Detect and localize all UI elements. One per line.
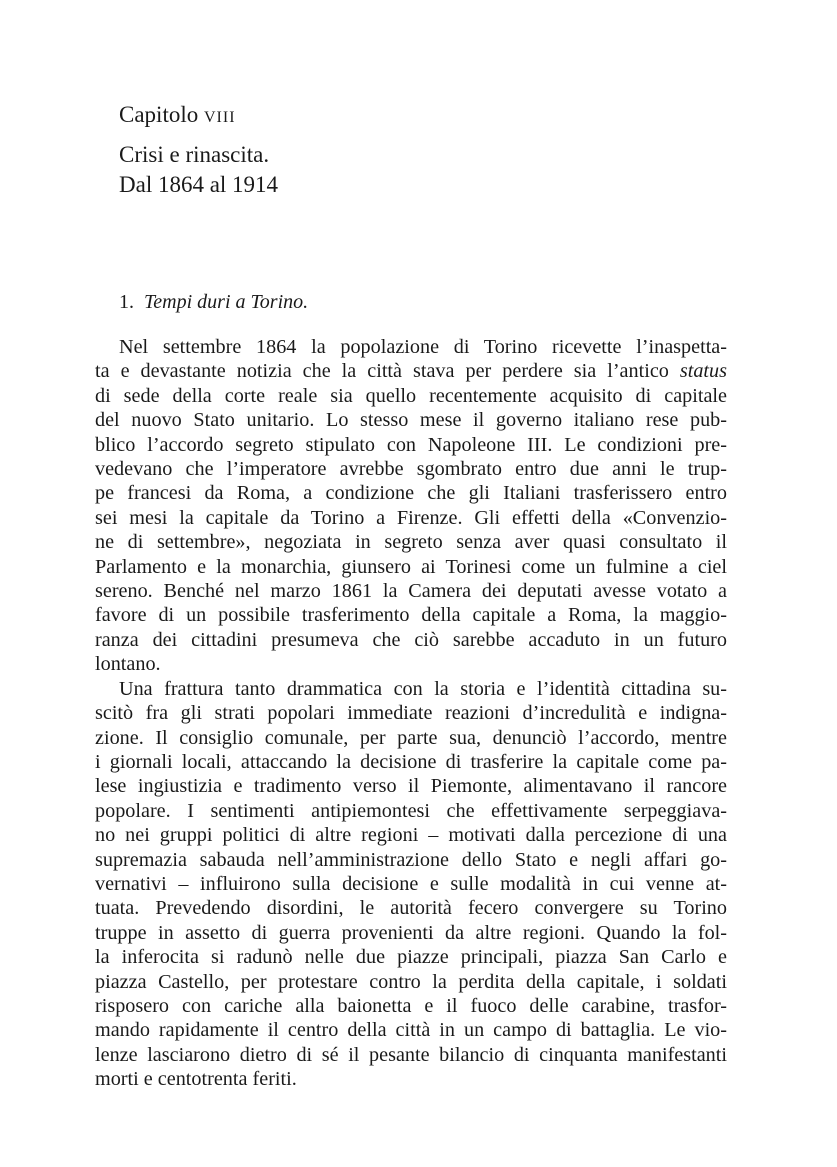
text-line: popolare. I sentimenti antipiemontesi che effettivamente serpeggiava- bbox=[95, 799, 727, 822]
text-line: lenze lasciarono dietro di sé il pesante bilancio di cinquanta manifestanti bbox=[95, 1043, 727, 1066]
text-line: lontano. bbox=[95, 653, 161, 676]
chapter-label bbox=[119, 100, 236, 130]
text-line: favore di un possibile trasferimento della capitale a Roma, la maggio- bbox=[95, 604, 727, 627]
body-text bbox=[95, 335, 727, 1092]
chapter-title-line-1: Crisi e rinascita. bbox=[119, 142, 270, 167]
text-line: pe francesi da Roma, a condizione che gli Italiani trasferissero entro bbox=[95, 482, 727, 505]
section-title: Tempi duri a Torino. bbox=[144, 291, 309, 313]
paragraph bbox=[95, 677, 727, 1092]
text-line: di sede della corte reale sia quello recentemente acquisito di capitale bbox=[95, 384, 727, 407]
chapter-title-line-2: Dal 1864 al 1914 bbox=[119, 172, 279, 197]
chapter-word: Capitolo bbox=[119, 102, 199, 127]
text-line: risposero con cariche alla baionetta e il fuoco delle carabine, trasfor- bbox=[95, 994, 727, 1017]
text-line: blico l’accordo segreto stipulato con Napoleone III. Le condizioni pre- bbox=[95, 433, 727, 456]
chapter-title bbox=[119, 140, 519, 200]
section-number: 1. bbox=[119, 291, 134, 313]
text-line: del nuovo Stato unitario. Lo stesso mese il governo italiano rese pub- bbox=[95, 409, 727, 432]
text-line: vedevano che l’imperatore avrebbe sgombrato entro due anni le trup- bbox=[95, 458, 727, 481]
text-line: lese ingiustizia e tradimento verso il Piemonte, alimentavano il rancore bbox=[95, 775, 727, 798]
text-line: supremazia sabauda nell’amministrazione dello Stato e negli affari go- bbox=[95, 848, 727, 871]
text-line: Nel settembre 1864 la popolazione di Torino ricevette l’inaspetta- bbox=[119, 336, 727, 358]
text-line: ranza dei cittadini presumeva che ciò sarebbe accaduto in un futuro bbox=[95, 628, 727, 651]
text-line: sereno. Benché nel marzo 1861 la Camera dei deputati avesse votato a bbox=[95, 580, 727, 603]
text-line: morti e centotrenta feriti. bbox=[95, 1068, 297, 1091]
text-line: vernativi – influirono sulla decisione e sulle modalità in cui venne at- bbox=[95, 872, 727, 895]
text-line: sei mesi la capitale da Torino a Firenze. Gli effetti della «Convenzio- bbox=[95, 506, 727, 529]
text-line: ta e devastante notizia che la città stava per perdere sia l’antico status bbox=[95, 360, 727, 383]
text-line: la inferocita si radunò nelle due piazze principali, piazza San Carlo e bbox=[95, 946, 727, 969]
text-line: Parlamento e la monarchia, giunsero ai Torinesi come un fulmine a ciel bbox=[95, 555, 727, 578]
text-line: i giornali locali, attaccando la decisione di trasferire la capitale come pa- bbox=[95, 750, 727, 773]
text-line: zione. Il consiglio comunale, per parte sua, denunciò l’accordo, mentre bbox=[95, 726, 727, 749]
paragraph bbox=[95, 335, 727, 677]
chapter-number: viii bbox=[203, 102, 236, 127]
text-line: ne di settembre», negoziata in segreto senza aver quasi consultato il bbox=[95, 531, 727, 554]
text-line: Una frattura tanto drammatica con la storia e l’identità cittadina su- bbox=[119, 677, 727, 700]
text-line: mando rapidamente il centro della città in un campo di battaglia. Le vio- bbox=[95, 1019, 727, 1042]
text-line: piazza Castello, per protestare contro la perdita della capitale, i soldati bbox=[95, 970, 727, 993]
text-line: no nei gruppi politici di altre regioni – motivati dalla percezione di una bbox=[95, 824, 727, 847]
text-line: scitò fra gli strati popolari immediate reazioni d’incredulità e indigna- bbox=[95, 702, 727, 725]
section-heading bbox=[119, 289, 308, 315]
text-line: tuata. Prevedendo disordini, le autorità fecero convergere su Torino bbox=[95, 897, 727, 920]
text-line: truppe in assetto di guerra provenienti da altre regioni. Quando la fol- bbox=[95, 921, 727, 944]
